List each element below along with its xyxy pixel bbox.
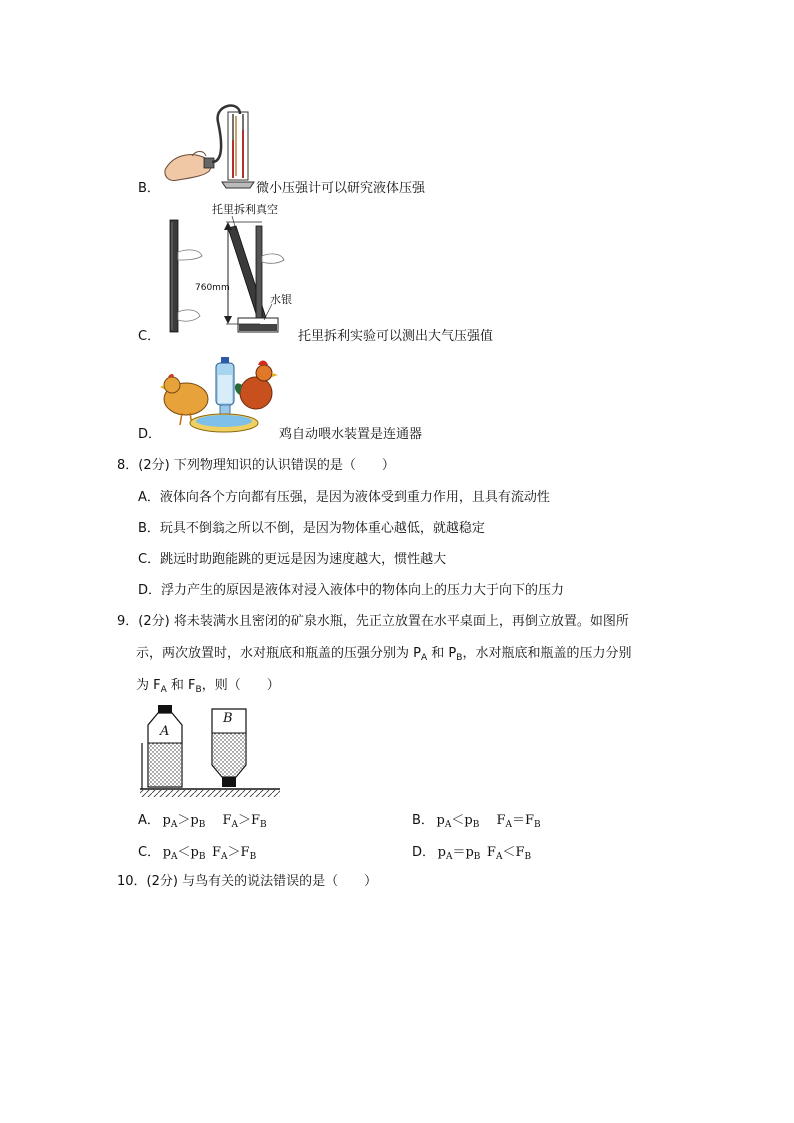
q8-stem: 8．(2分) 下列物理知识的认识错误的是（ ） <box>117 458 395 473</box>
q7-option-b-letter: B． <box>138 181 160 196</box>
chicken-feeder-figure <box>160 355 280 439</box>
q7-option-b-caption: 微小压强计可以研究液体压强 <box>256 181 426 196</box>
q7-option-c-caption: 托里拆利实验可以测出大气压强值 <box>298 329 494 344</box>
q8-option-a: A．液体向各个方向都有压强，是因为液体受到重力作用，且具有流动性 <box>138 490 550 505</box>
torricelli-760mm-label: 760mm <box>195 283 230 293</box>
pressure-gauge-figure <box>160 100 260 192</box>
q7-option-c-letter: C． <box>138 329 161 344</box>
q7-option-d-caption: 鸡自动喂水装置是连通器 <box>279 427 423 442</box>
q9-option-c: C． $p_A<p_B$ $F_A>F_B$ <box>138 845 257 862</box>
torricelli-mercury-label: 水银 <box>270 293 292 306</box>
bottle-a-label: A <box>160 724 170 739</box>
q9-option-d: D． $p_A=p_B$ $F_A<F_B$ <box>412 845 532 862</box>
torricelli-vacuum-label: 托里拆利真空 <box>212 203 278 216</box>
q8-option-c: C．跳远时助跑能跳的更远是因为速度越大，惯性越大 <box>138 552 447 567</box>
q7-option-d-letter: D． <box>138 427 162 442</box>
q9-stem-line3: 为 $F_A$ 和 $F_B$，则（ ） <box>136 678 280 695</box>
q9-stem-line1: 9．(2分) 将未装满水且密闭的矿泉水瓶，先正立放置在水平桌面上，再倒立放置。如图所 <box>117 614 629 629</box>
q9-option-a: A． $p_A>p_B$ $F_A>F_B$ <box>138 813 267 830</box>
torricelli-figure <box>160 200 300 340</box>
q9-option-b: B． $p_A<p_B$ $F_A=F_B$ <box>412 813 541 830</box>
q8-option-d: D．浮力产生的原因是液体对浸入液体中的物体向上的压力大于向下的压力 <box>138 583 565 598</box>
q8-option-b: B．玩具不倒翁之所以不倒，是因为物体重心越低，就越稳定 <box>138 521 485 536</box>
q9-stem-line2: 示，两次放置时，水对瓶底和瓶盖的压强分别为 $P_A$ 和 $P_B$，水对瓶底和瓶盖的压力分别 <box>136 646 632 663</box>
bottles-figure <box>140 703 280 803</box>
bottle-b-label: B <box>223 711 233 726</box>
q10-stem: 10．(2分) 与鸟有关的说法错误的是（ ） <box>117 874 378 889</box>
